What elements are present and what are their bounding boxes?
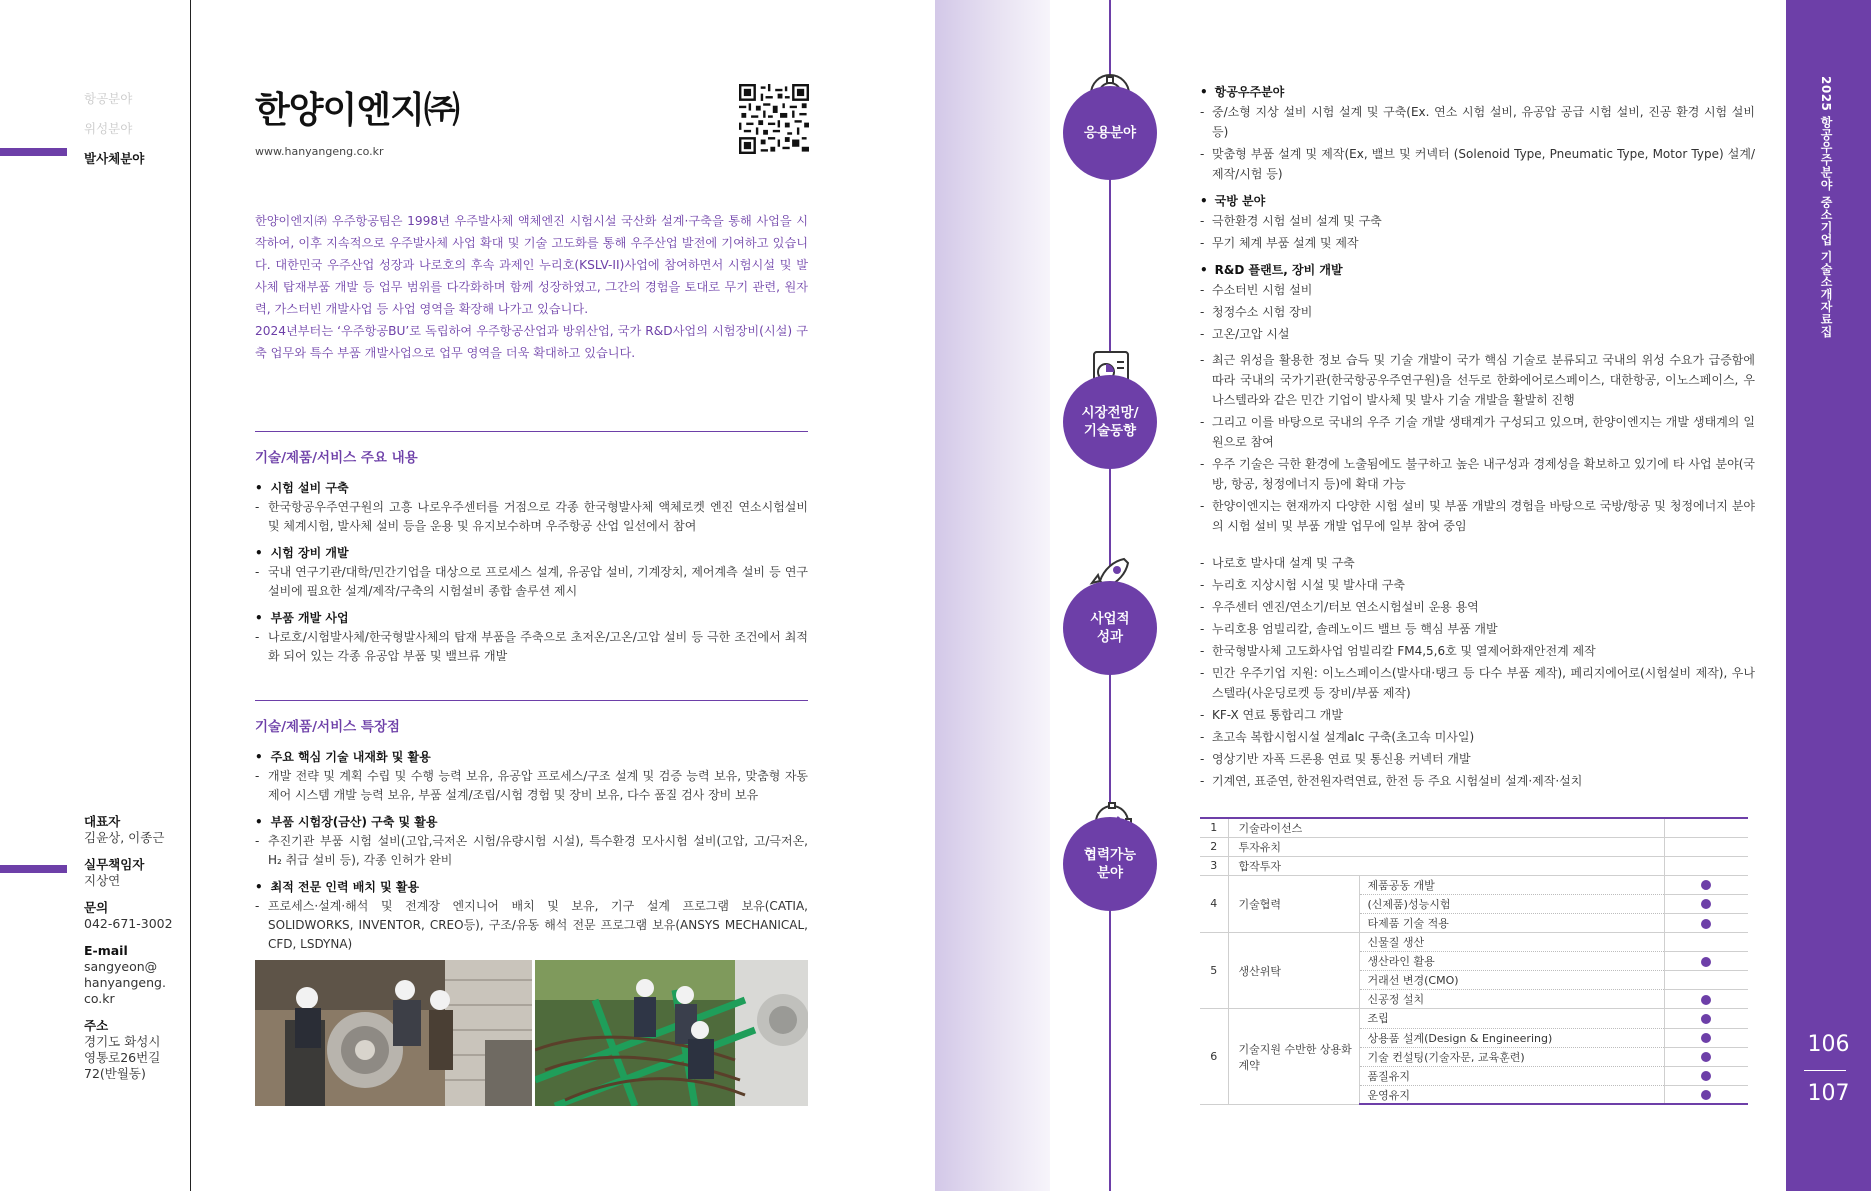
group-item: - 중/소형 지상 설비 시험 설계 및 구축(Ex. 연소 시험 설비, 유공압 공급 시험 설비, 진공 환경 시험 설비 등) xyxy=(1200,102,1755,142)
check-dot-icon xyxy=(1701,919,1711,929)
item-desc: - 프로세스·설계·해석 및 전계장 엔지니어 배치 및 보유, 기구 설계 프로그램 보유(CATIA, SOLIDWORKS, INVENTOR, CREO등), 구조/유동 해석 전문 프로그램 보유(ANSYS MECHANICAL, CFD, LSDYNA) xyxy=(255,897,808,954)
cooperation-table xyxy=(1200,817,1748,1105)
row-number: 4 xyxy=(1200,875,1228,932)
row-check xyxy=(1664,894,1748,913)
row-check xyxy=(1664,933,1748,952)
email-line: sangyeon@ xyxy=(84,959,158,974)
main-content-title: 기술/제품/서비스 주요 내용 xyxy=(255,450,418,466)
group-heading: • 국방 분야 xyxy=(1200,191,1755,211)
item-heading: • 부품 시험장(금산) 구축 및 활용 xyxy=(255,813,808,832)
performance-item: - 영상기반 자폭 드론용 연료 및 통신용 커넥터 개발 xyxy=(1200,749,1755,769)
publication-title: 2025 항공우주분야 중소기업 기술소개자료집 xyxy=(1819,76,1833,338)
qr-code-icon[interactable] xyxy=(739,84,809,154)
application-badge xyxy=(1063,86,1157,180)
row-category: 기술라이선스 xyxy=(1228,818,1664,837)
nav-item-launcher[interactable]: 발사체분야 xyxy=(84,151,145,166)
intro-paragraph: 2024년부터는 ‘우주항공BU’로 독립하여 우주항공산업과 방위산업, 국가 R&D사업의 시험장비(시설) 구축 업무와 특수 부품 개발사업으로 업무 영역을 더욱 확대하고 있습니다. xyxy=(255,324,808,360)
market-label-line: 기술동향 xyxy=(1083,423,1137,439)
cooperation-label-line: 분야 xyxy=(1096,865,1124,881)
performance-label-line: 사업적 xyxy=(1090,611,1130,627)
ceo-label: 대표자 xyxy=(84,814,121,829)
page-gutter xyxy=(935,0,1050,1191)
check-dot-icon xyxy=(1701,899,1711,909)
address-value xyxy=(84,1034,173,1082)
check-dot-icon xyxy=(1701,1090,1711,1100)
group-item: - 맞춤형 부품 설계 및 제작(Ex, 밸브 및 커넥터 (Solenoid Type, Pneumatic Type, Motor Type) 설계/제작/시험 등) xyxy=(1200,144,1755,184)
market-item: - 최근 위성을 활용한 정보 습득 및 기술 개발이 국가 핵심 기술로 분류되고 국내의 위성 수요가 급증함에 따라 국내의 국가기관(한국항공우주연구원)을 선두로 한화에어로스페이스, 대한항공, 이노스페이스, 우나스텔라와 같은 민간 기업이 발사체 및 발사 기술 개발을 활발히 진행 xyxy=(1200,350,1755,410)
photo-engine-assembly xyxy=(255,960,532,1106)
email-value[interactable] xyxy=(84,959,173,1007)
check-dot-icon xyxy=(1701,995,1711,1005)
performance-badge xyxy=(1063,581,1157,675)
performance-item: - 누리호용 엄빌리칼, 솔레노이드 밸브 등 핵심 부품 개발 xyxy=(1200,619,1755,639)
market-item: - 우주 기술은 극한 환경에 노출됨에도 불구하고 높은 내구성과 경제성을 확보하고 있기에 타 사업 분야(국방, 항공, 청정에너지 등)에 확대 가능 xyxy=(1200,454,1755,494)
item-heading: • 시험 장비 개발 xyxy=(255,544,808,563)
item-heading: • 최적 전문 인력 배치 및 활용 xyxy=(255,878,808,897)
check-dot-icon xyxy=(1701,1052,1711,1062)
table-row xyxy=(1200,1009,1748,1028)
performance-item: - 나로호 발사대 설계 및 구축 xyxy=(1200,553,1755,573)
cooperation-label-line: 협력가능 xyxy=(1083,847,1137,863)
contact-marker xyxy=(0,865,67,873)
performance-label-line: 성과 xyxy=(1096,629,1124,645)
company-url[interactable]: www.hanyangeng.co.kr xyxy=(255,145,384,158)
performance-list xyxy=(1200,553,1755,793)
address-label: 주소 xyxy=(84,1018,109,1033)
main-content-list xyxy=(255,479,808,666)
section-nav xyxy=(84,84,144,174)
phone-value[interactable]: 042-671-3002 xyxy=(84,916,173,931)
nav-active-marker xyxy=(0,148,67,156)
application-label: 응용분야 xyxy=(1083,125,1137,141)
row-subcategory: 운영유지 xyxy=(1359,1085,1664,1104)
market-label-line: 시장전망/ xyxy=(1081,405,1139,421)
item-heading: • 부품 개발 사업 xyxy=(255,609,808,628)
address-line: 영통로26번길 xyxy=(84,1050,161,1065)
row-subcategory: 제품공동 개발 xyxy=(1359,875,1664,894)
table-row xyxy=(1200,875,1748,894)
row-check xyxy=(1664,971,1748,990)
performance-item: - 우주센터 엔진/연소기/터보 연소시험설비 운용 용역 xyxy=(1200,597,1755,617)
manager-label: 실무책임자 xyxy=(84,857,145,872)
performance-item: - 한국형발사체 고도화사업 엄빌리칼 FM4,5,6호 및 열제어화재안전계 제작 xyxy=(1200,641,1755,661)
inquiry-label: 문의 xyxy=(84,900,109,915)
row-category: 기술협력 xyxy=(1228,875,1359,932)
row-check xyxy=(1664,990,1748,1009)
intro-paragraph: 한양이엔지㈜ 우주항공팀은 1998년 우주발사체 액체엔진 시험시설 국산화 설계·구축을 통해 사업을 시작하여, 이후 지속적으로 우주발사체 사업 확대 및 기술 고도화를 통해 우주산업 발전에 기여하고 있습니다. 대한민국 우주산업 성장과 나로호의 후속 과제인 누리호(KSLV-II)사업에 참여하면서 시험시설 및 발사체 탑재부품 개발 등 업무 범위를 다각화하며 함께 성장하였고, 그간의 경험을 토대로 무기 관련, 원자력, 가스터빈 개발사업 등 사업 영역을 확장해 나가고 있습니다. xyxy=(255,214,808,316)
row-check xyxy=(1664,1066,1748,1085)
group-item: - 수소터빈 시험 설비 xyxy=(1200,280,1755,300)
item-heading: • 주요 핵심 기술 내재화 및 활용 xyxy=(255,748,808,767)
row-subcategory: 타제품 기술 적용 xyxy=(1359,913,1664,932)
market-item: - 한양이엔지는 현재까지 다양한 시험 설비 및 부품 개발의 경험을 바탕으로 국방/항공 및 청정에너지 분야의 시험 설비 및 부품 개발 업무에 일부 참여 중임 xyxy=(1200,496,1755,536)
performance-item: - KF-X 연료 통합리그 개발 xyxy=(1200,705,1755,725)
table-row xyxy=(1200,933,1748,952)
row-subcategory: 기술 컨설팅(기술자문, 교육훈련) xyxy=(1359,1047,1664,1066)
group-item: - 극한환경 시험 설비 설계 및 구축 xyxy=(1200,211,1755,231)
contact-info xyxy=(84,814,173,1093)
email-line: hanyangeng. xyxy=(84,975,166,990)
cooperation-badge xyxy=(1063,817,1157,911)
table-row xyxy=(1200,818,1748,837)
address-line: 72(반월동) xyxy=(84,1066,146,1081)
application-list xyxy=(1200,82,1755,346)
group-item: - 무기 체계 부품 설계 및 제작 xyxy=(1200,233,1755,253)
row-subcategory: 거래선 변경(CMO) xyxy=(1359,971,1664,990)
check-dot-icon xyxy=(1701,1033,1711,1043)
right-sidebar xyxy=(1786,0,1871,1191)
row-number: 3 xyxy=(1200,856,1228,875)
check-dot-icon xyxy=(1701,957,1711,967)
left-margin-rule xyxy=(190,0,191,1191)
item-desc: - 국내 연구기관/대학/민간기업을 대상으로 프로세스 설계, 유공압 설비, 기계장치, 제어계측 설비 등 연구설비에 필요한 설계/제작/구축의 시험설비 종합 솔루션 제시 xyxy=(255,563,808,601)
performance-item: - 민간 우주기업 지원: 이노스페이스(발사대·탱크 등 다수 부품 제작), 페리지에어로(시험설비 제작), 우나스텔라(사운딩로켓 등 장비/부품 제작) xyxy=(1200,663,1755,703)
performance-item: - 기계연, 표준연, 한전원자력연료, 한전 등 주요 시험설비 설계·제작·설치 xyxy=(1200,771,1755,791)
features-title: 기술/제품/서비스 특장점 xyxy=(255,719,400,735)
row-subcategory: 신공정 설치 xyxy=(1359,990,1664,1009)
email-label: E-mail xyxy=(84,943,128,958)
row-subcategory: 품질유지 xyxy=(1359,1066,1664,1085)
row-check xyxy=(1664,1085,1748,1104)
row-category: 투자유치 xyxy=(1228,837,1664,856)
row-check xyxy=(1664,913,1748,932)
market-list xyxy=(1200,350,1755,538)
row-check xyxy=(1664,1047,1748,1066)
row-subcategory: 신물질 생산 xyxy=(1359,933,1664,952)
table-row xyxy=(1200,856,1748,875)
ceo-value: 김윤상, 이종근 xyxy=(84,830,165,845)
group-item: - 고온/고압 시설 xyxy=(1200,324,1755,344)
page-number-bottom: 107 xyxy=(1807,1081,1850,1106)
photo-test-stand xyxy=(535,960,808,1106)
manager-value: 지상연 xyxy=(84,873,121,888)
market-badge xyxy=(1063,375,1157,469)
features-list xyxy=(255,748,808,954)
section-divider xyxy=(255,700,808,701)
row-check xyxy=(1664,952,1748,971)
item-desc: - 추진기관 부품 시험 설비(고압,극저온 시험/유량시험 시설), 특수환경 모사시험 설비(고압, 고/극저온, H₂ 취급 설비 등), 각종 인허가 완비 xyxy=(255,832,808,870)
row-number: 2 xyxy=(1200,837,1228,856)
item-heading: • 시험 설비 구축 xyxy=(255,479,808,498)
row-number: 5 xyxy=(1200,933,1228,1009)
group-heading: • 항공우주분야 xyxy=(1200,82,1755,102)
row-category: 기술지원 수반한 상용화 계약 xyxy=(1228,1009,1359,1104)
row-number: 6 xyxy=(1200,1009,1228,1104)
item-desc: - 개발 전략 및 계획 수립 및 수행 능력 보유, 유공압 프로세스/구조 설계 및 검증 능력 보유, 맞춤형 자동제어 시스템 개발 능력 보유, 부품 설계/조립/시험 경험 및 장비 보유, 다수 품질 검사 장비 보유 xyxy=(255,767,808,805)
row-check xyxy=(1664,875,1748,894)
item-desc: - 나로호/시험발사체/한국형발사체의 탑재 부품을 주축으로 초저온/고온/고압 설비 등 극한 조건에서 최적화 되어 있는 각종 유공압 부품 및 밸브류 개발 xyxy=(255,628,808,666)
market-item: - 그리고 이를 바탕으로 국내의 우주 기술 개발 생태계가 구성되고 있으며, 한양이엔지는 개발 생태계의 일원으로 참여 xyxy=(1200,412,1755,452)
address-line: 경기도 화성시 xyxy=(84,1034,161,1049)
company-name: 한양이엔지㈜ xyxy=(255,90,459,131)
row-subcategory: (신제품)성능시험 xyxy=(1359,894,1664,913)
company-intro xyxy=(255,210,808,364)
check-dot-icon xyxy=(1701,880,1711,890)
row-category: 합작투자 xyxy=(1228,856,1664,875)
row-check xyxy=(1664,818,1748,837)
row-subcategory: 조립 xyxy=(1359,1009,1664,1028)
row-check xyxy=(1664,1028,1748,1047)
page-number-divider xyxy=(1804,1070,1846,1071)
row-check xyxy=(1664,837,1748,856)
performance-item: - 누리호 지상시험 시설 및 발사대 구축 xyxy=(1200,575,1755,595)
performance-item: - 초고속 복합시험시설 설계alc 구축(초고속 미사일) xyxy=(1200,727,1755,747)
page-number-top: 106 xyxy=(1807,1032,1850,1057)
table-row xyxy=(1200,837,1748,856)
row-check xyxy=(1664,1009,1748,1028)
check-dot-icon xyxy=(1701,1014,1711,1024)
group-heading: • R&D 플랜트, 장비 개발 xyxy=(1200,260,1755,280)
row-subcategory: 상용품 설계(Design & Engineering) xyxy=(1359,1028,1664,1047)
section-divider xyxy=(255,431,808,432)
row-check xyxy=(1664,856,1748,875)
nav-item-satellite[interactable]: 위성분야 xyxy=(84,121,133,136)
row-subcategory: 생산라인 활용 xyxy=(1359,952,1664,971)
nav-item-aviation[interactable]: 항공분야 xyxy=(84,91,133,106)
item-desc: - 한국항공우주연구원의 고흥 나로우주센터를 거점으로 각종 한국형발사체 액체로켓 엔진 연소시험설비 및 체계시험, 발사체 설비 등을 운용 및 유지보수하며 우주항공 산업 일선에서 참여 xyxy=(255,498,808,536)
row-number: 1 xyxy=(1200,818,1228,837)
group-item: - 청정수소 시험 장비 xyxy=(1200,302,1755,322)
check-dot-icon xyxy=(1701,1071,1711,1081)
email-line: co.kr xyxy=(84,991,115,1006)
row-category: 생산위탁 xyxy=(1228,933,1359,1009)
